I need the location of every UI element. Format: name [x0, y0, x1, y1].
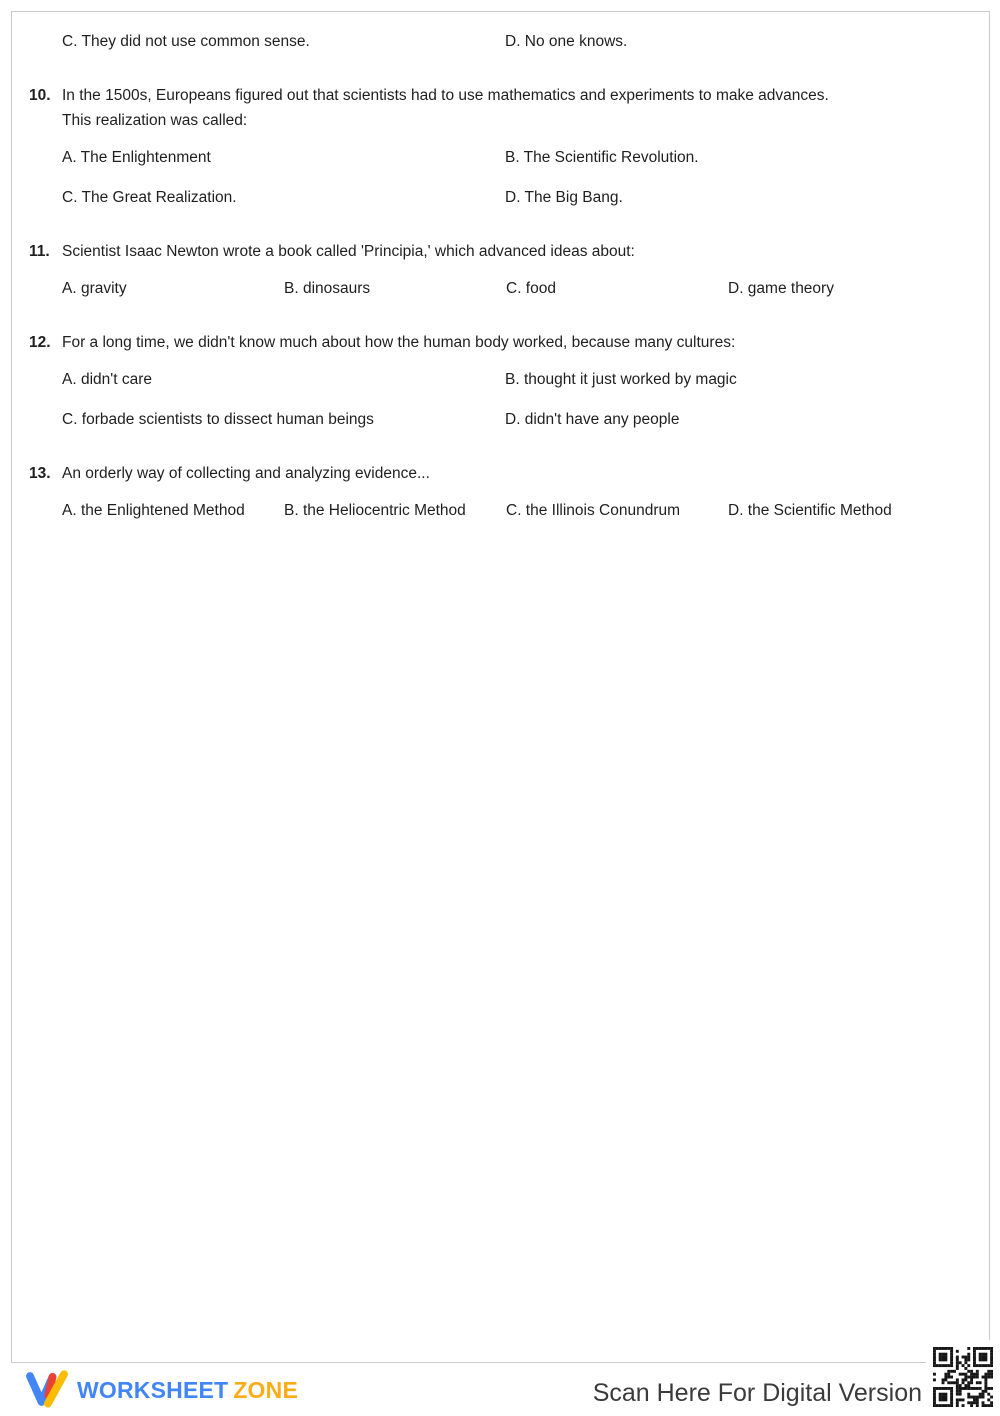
answer-option: C. The Great Realization.: [62, 189, 237, 206]
question-number: 10.: [29, 87, 51, 104]
answer-option: B. thought it just worked by magic: [505, 371, 737, 388]
answer-options: [62, 281, 943, 297]
logo-wordmark: [77, 1377, 298, 1404]
answer-option-row: [62, 281, 943, 297]
question-text: [62, 330, 943, 355]
worksheetzone-logo: [24, 1367, 298, 1413]
question-row: [29, 461, 943, 486]
answer-option: C. forbade scientists to dissect human beings: [62, 411, 374, 428]
answer-option: D. The Big Bang.: [505, 189, 623, 206]
answer-option-row: [62, 34, 943, 50]
answer-option: D. didn't have any people: [505, 411, 680, 428]
answer-option-row: [62, 150, 943, 166]
answer-option: C. They did not use common sense.: [62, 33, 310, 50]
question-text-line: This realization was called:: [62, 112, 248, 129]
scan-here-label: Scan Here For Digital Version: [592, 1379, 922, 1407]
answer-option-row: [62, 372, 943, 388]
answer-option: B. dinosaurs: [284, 280, 371, 297]
answer-option-row: [62, 412, 943, 428]
answer-options: [62, 34, 943, 50]
question-text-line: In the 1500s, Europeans figured out that scientists had to use mathematics and experiments to make advances.: [62, 87, 829, 104]
answer-option: C. food: [506, 280, 556, 297]
answer-option: B. the Heliocentric Method: [284, 502, 466, 519]
logo-word-worksheet: WORKSHEET: [77, 1376, 229, 1403]
question-text: [62, 239, 943, 264]
question-text-line: An orderly way of collecting and analyzing evidence...: [62, 465, 430, 482]
question-number: 13.: [29, 465, 51, 482]
question-row: [29, 239, 943, 264]
question-text-line: For a long time, we didn't know much about how the human body worked, because many cultures:: [62, 334, 736, 351]
answer-option-row: [62, 190, 943, 206]
logo-word-zone: ZONE: [233, 1376, 299, 1403]
worksheet-page: [11, 11, 990, 1363]
answer-option: D. the Scientific Method: [728, 502, 892, 519]
qr-code: [926, 1340, 1000, 1414]
answer-option: A. The Enlightenment: [62, 149, 211, 166]
question-row: [29, 330, 943, 355]
answer-options: [62, 150, 943, 206]
question-text: [62, 461, 943, 486]
answer-option: B. The Scientific Revolution.: [505, 149, 699, 166]
question-number: 11.: [29, 243, 50, 260]
answer-option: A. didn't care: [62, 371, 152, 388]
question-text: [62, 83, 943, 133]
questions-list: [29, 34, 943, 519]
question-text-line: Scientist Isaac Newton wrote a book called 'Principia,' which advanced ideas about:: [62, 243, 635, 260]
answer-options: [62, 372, 943, 428]
answer-options: [62, 503, 943, 519]
question-number: 12.: [29, 334, 51, 351]
question-row: [29, 83, 943, 133]
answer-option: A. gravity: [62, 280, 127, 297]
worksheetzone-w-icon: [24, 1365, 70, 1416]
answer-option-row: [62, 503, 943, 519]
answer-option: D. game theory: [728, 280, 834, 297]
answer-option: A. the Enlightened Method: [62, 502, 245, 519]
answer-option: C. the Illinois Conundrum: [506, 502, 681, 519]
answer-option: D. No one knows.: [505, 33, 628, 50]
